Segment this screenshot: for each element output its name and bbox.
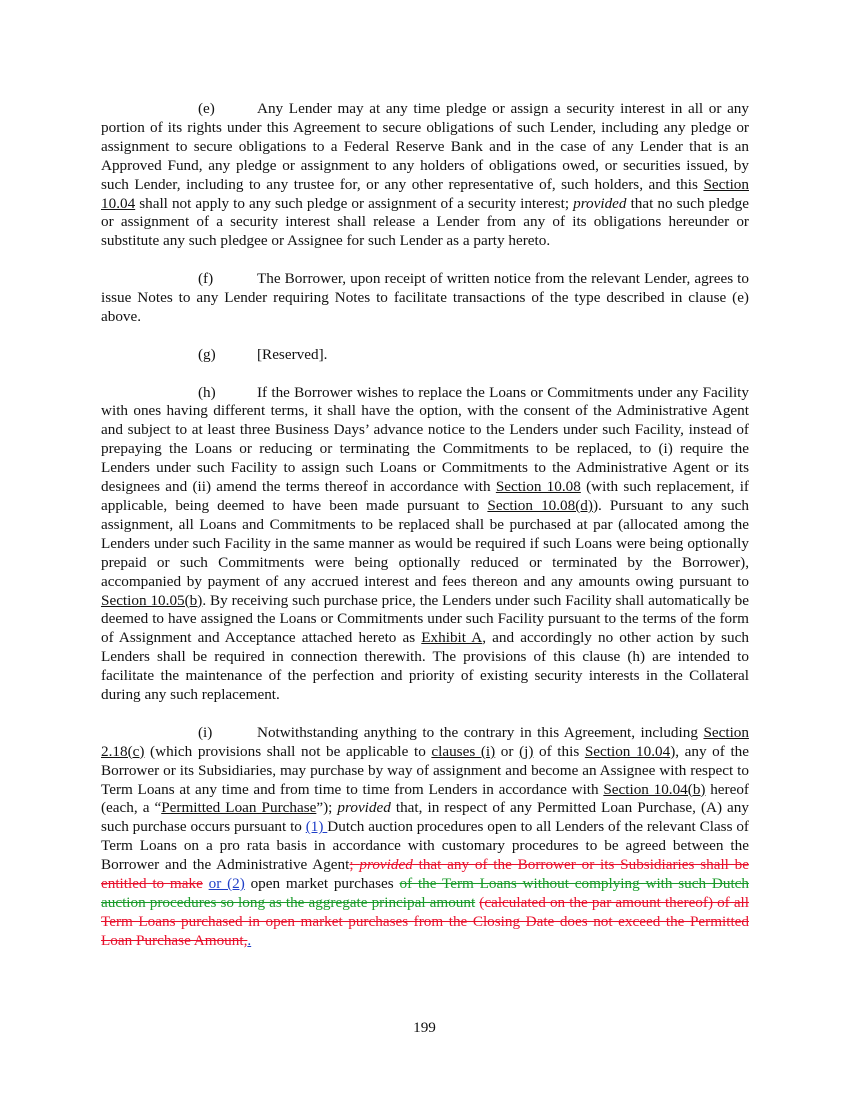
page-body: [101, 100, 749, 970]
paragraph-text: . By receiving such purchase price, the Lenders under such Facility shall automatically be deemed to have assigned the Loans or Commitments under such Facility pursuant to the terms of the form of Assignment and Acceptance attached hereto as: [101, 591, 749, 647]
paragraph-text: ). Pursuant to any such assignment, all Loans and Commitments to be replaced shall be purchased at par (allocated among the Lenders under such Facility in the same manner as would be required if such Loans were being optionally prepaid or such Commitments were being optionally reduced or terminated by the Borrower), accompanied by payment of any accrued interest and fees thereon and any amounts owing pursuant to: [101, 496, 750, 590]
section-reference: Section 10.05(b): [101, 591, 203, 609]
deleted-text: provided: [359, 856, 413, 874]
clause-marker: (e): [198, 100, 215, 117]
inserted-text: (1): [305, 818, 328, 836]
paragraph-text: that no such pledge or assignment of a security interest shall release a Lender from any of its obligations hereunder or substitute any such pledgee or Assignee for such Lender as a party hereto.: [101, 194, 749, 250]
section-reference: Section 10.04(b): [603, 780, 706, 798]
paragraph-text: Dutch auction procedures open to all Lenders of the relevant Class of Term Loans on a pro rata basis in accordance with customary procedures to be agreed between the Borrower and the Administrative Agent: [101, 818, 749, 874]
defined-term: Permitted Loan Purchase: [161, 799, 317, 817]
exhibit-reference: Exhibit A: [421, 629, 483, 647]
section-reference: Section 10.04: [584, 742, 671, 760]
paragraph-text: ”);: [316, 799, 338, 817]
paragraph-f: [101, 270, 749, 327]
paragraph-text: Any Lender may at any time pledge or assign a security interest in all or any portion of its rights under this Agreement to secure obligations of such Lender, including any pledge or assignment to secure obligations to a Federal Reserve Bank and in the case of any Lender that is an Approved Fund, any pledge or assignment to any holders of obligations owed, or securities issued, by such Lender, including to any trustee for, or any other representative of, such holders, and this: [101, 100, 749, 193]
paragraph-text: that, in respect of any Permitted Loan Purchase, (A) any such purchase occurs pursuant to: [101, 799, 749, 836]
section-reference: Section 2.18(c): [101, 723, 749, 760]
moved-text: of the Term Loans without complying with such Dutch auction procedures so long as the aggregate principal amount: [101, 875, 750, 911]
paragraph-text: open market purchases: [244, 875, 400, 893]
italic-term: provided: [337, 799, 391, 817]
paragraph-text: or: [495, 742, 520, 760]
clause-marker: (i): [198, 723, 213, 741]
clause-reference: (j): [519, 742, 534, 760]
page-number: 199: [413, 1019, 436, 1036]
paragraph-text: , and accordingly no other action by such Lenders shall be required in connection therewith. The provisions of this clause (h) are intended to facilitate the maintenance of the perfection and priority of existing security interests in the Collateral during any such replacement.: [101, 629, 749, 704]
inserted-text: .: [247, 931, 252, 949]
deleted-text: that any of the Borrower or its Subsidiaries shall be entitled to make: [101, 856, 749, 893]
paragraph-text: hereof (each, a “: [101, 780, 749, 817]
italic-term: provided: [573, 194, 627, 212]
section-reference: Section 10.04: [101, 175, 749, 212]
paragraph-text: of this: [533, 742, 585, 760]
paragraph-text: (with such replacement, if applicable, being deemed to have been made pursuant to: [101, 478, 749, 514]
clause-reference: clauses (i): [431, 742, 496, 760]
deleted-text: ;: [349, 856, 360, 874]
paragraph-text: shall not apply to any such pledge or assignment of a security interest;: [135, 194, 574, 212]
deleted-text: (calculated on the par amount thereof) of all Term Loans purchased in open market purchases from the Closing Date does not exceed the Permitted Loan Purchase Amount,: [101, 894, 749, 949]
paragraph-e: [101, 100, 749, 251]
paragraph-text: If the Borrower wishes to replace the Loans or Commitments under any Facility with ones having different terms, it shall have the option, with the consent of the Administrative Agent and subject to at least three Business Days’ advance notice to the Lenders under such Facility, instead of prepaying the Loans or reducing or terminating the Commitments to be replaced, to (i) require the Lenders under such Facility to assign such Loans or Commitments to the Administrative Agent or its designees and (ii) amend the terms thereof in accordance with: [101, 383, 749, 496]
paragraph-text: ), any of the Borrower or its Subsidiaries, may purchase by way of assignment and become an Assignee with respect to Term Loans at any time and from time to time from Lenders in accordance with: [101, 742, 749, 798]
inserted-text: or (2): [208, 875, 245, 893]
paragraph-text: (which provisions shall not be applicable to: [144, 742, 432, 760]
paragraph-g: [101, 346, 749, 365]
paragraph-text: [Reserved].: [257, 345, 328, 363]
paragraph-text: Notwithstanding anything to the contrary in this Agreement, including: [257, 723, 704, 741]
section-reference: Section 10.08: [495, 478, 581, 496]
paragraph-text: The Borrower, upon receipt of written notice from the relevant Lender, agrees to issue Notes to any Lender requiring Notes to facilitate transactions of the type described in clause (e) above.: [101, 270, 749, 325]
section-reference: Section 10.08(d): [487, 496, 593, 514]
clause-marker: (f): [198, 270, 214, 288]
clause-marker: (h): [198, 383, 216, 401]
paragraph-i: [101, 724, 749, 951]
clause-marker: (g): [198, 345, 216, 363]
paragraph-h: [101, 384, 749, 705]
